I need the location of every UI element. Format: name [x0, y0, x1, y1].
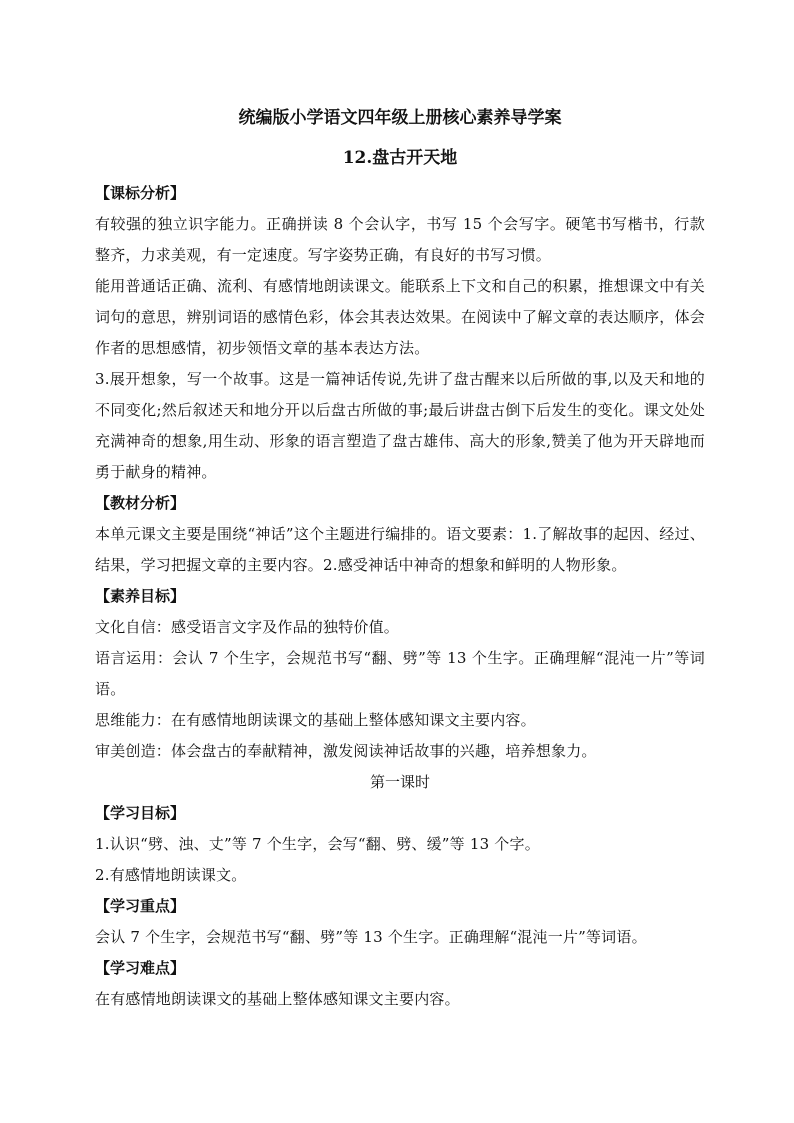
- document-title: 统编版小学语文四年级上册核心素养导学案: [238, 108, 562, 128]
- goals-paragraph-1: 1.认识“劈、浊、丈”等 7 个生字，会写“翻、劈、缓”等 13 个字。: [95, 835, 540, 853]
- focus-paragraph-1: 会认 7 个生字，会规范书写“翻、劈”等 13 个生字。正确理解“混沌一片”等词语。: [95, 928, 647, 946]
- literacy-thinking: 思维能力：在有感情地朗读课文的基础上整体感知课文主要内容。: [95, 711, 536, 729]
- section-heading-difficulty: 【学习难点】: [95, 959, 186, 977]
- lesson-period-label: 第一课时: [369, 773, 430, 791]
- lesson-title: 12.盘古开天地: [342, 148, 458, 168]
- section-heading-textbook: 【教材分析】: [95, 494, 186, 512]
- textbook-paragraph-1: 本单元课文主要是围绕“神话”这个主题进行编排的。语文要素：1.了解故事的起因、经过、结果，学习把握文章的主要内容。2.感受神话中神奇的想象和鲜明的人物形象。: [95, 525, 705, 574]
- section-heading-curriculum: 【课标分析】: [95, 184, 186, 202]
- goals-paragraph-2: 2.有感情地朗读课文。: [95, 866, 247, 884]
- difficulty-paragraph-1: 在有感情地朗读课文的基础上整体感知课文主要内容。: [95, 990, 460, 1008]
- section-heading-goals: 【学习目标】: [95, 804, 186, 822]
- section-heading-literacy: 【素养目标】: [95, 587, 186, 605]
- literacy-aesthetic: 审美创造：体会盘古的奉献精神，激发阅读神话故事的兴趣，培养想象力。: [95, 742, 597, 760]
- document-body: [95, 98, 705, 1015]
- curriculum-paragraph-3: 3.展开想象，写一个故事。这是一篇神话传说,先讲了盘古醒来以后所做的事,以及天和地的不同变化;然后叙述天和地分开以后盘古所做的事;最后讲盘古倒下后发生的变化。课文处处充满神奇的想象,用生动、形象的语言塑造了盘古雄伟、高大的形象,赞美了他为开天辟地而勇于献身的精神。: [95, 370, 705, 481]
- curriculum-paragraph-1: 有较强的独立识字能力。正确拼读 8 个会认字，书写 15 个会写字。硬笔书写楷书，行款整齐，力求美观，有一定速度。写字姿势正确，有良好的书写习惯。: [95, 215, 705, 264]
- literacy-culture: 文化自信：感受语言文字及作品的独特价值。: [95, 618, 400, 636]
- literacy-language: 语言运用：会认 7 个生字，会规范书写“翻、劈”等 13 个生字。正确理解“混沌一片”等词语。: [95, 649, 705, 698]
- section-heading-focus: 【学习重点】: [95, 897, 186, 915]
- curriculum-paragraph-2: 能用普通话正确、流利、有感情地朗读课文。能联系上下文和自己的积累，推想课文中有关词句的意思，辨别词语的感情色彩，体会其表达效果。在阅读中了解文章的表达顺序，体会作者的思想感情，初步领悟文章的基本表达方法。: [95, 277, 705, 357]
